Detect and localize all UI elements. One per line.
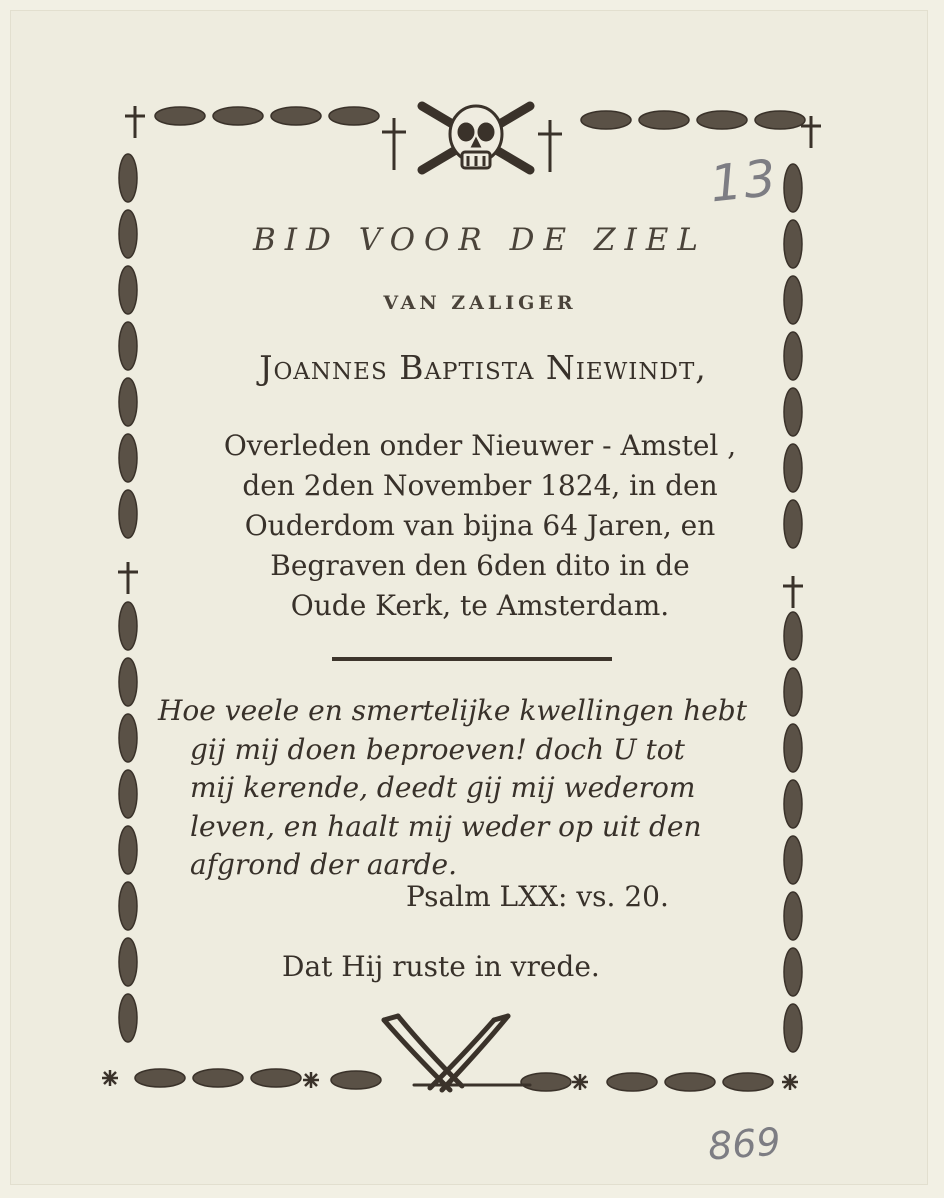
memorial-card [10, 10, 928, 1185]
handwritten-number-bottom: 869 [706, 1119, 782, 1169]
bead-ornament [119, 490, 137, 538]
closing-blessing: Dat Hij ruste in vrede. [282, 950, 600, 983]
bead-ornament [271, 107, 321, 125]
bead-ornament [119, 434, 137, 482]
bead-ornament [607, 1073, 657, 1091]
bead-ornament [119, 154, 137, 202]
bead-ornament [119, 826, 137, 874]
psalm-citation: Psalm LXX: vs. 20. [406, 880, 669, 913]
details-line: Begraven den 6den dito in de [270, 549, 690, 582]
bead-ornament [784, 892, 802, 940]
bead-ornament [119, 714, 137, 762]
bead-ornament [329, 107, 379, 125]
divider-rule [332, 657, 612, 661]
handwritten-number-top: 13 [707, 148, 781, 214]
bead-ornament [119, 938, 137, 986]
bead-ornament [119, 266, 137, 314]
verse-line: afgrond der aarde. [190, 848, 458, 881]
bead-ornament [119, 770, 137, 818]
cross-icon [538, 120, 562, 172]
verse-line: Hoe veele en smertelijke kwellingen hebt [158, 694, 747, 727]
bead-ornament [251, 1069, 301, 1087]
bead-ornament [119, 882, 137, 930]
star-ornament [303, 1072, 319, 1088]
bead-ornament [135, 1069, 185, 1087]
deceased-name: Joannes Baptista Niewindt, [259, 348, 707, 387]
bead-ornament [119, 602, 137, 650]
bead-ornament [581, 111, 631, 129]
crossed-scythes-icon [384, 1016, 530, 1090]
bead-ornament [697, 111, 747, 129]
bead-ornament [521, 1073, 571, 1091]
skull-crossbones-icon [422, 106, 530, 170]
details-line: Overleden onder Nieuwer - Amstel , [223, 429, 737, 462]
bead-ornament [784, 1004, 802, 1052]
verse-line: gij mij doen beproeven! doch U tot [190, 732, 685, 766]
verse-line: mij kerende, deedt gij mij wederom [190, 771, 696, 804]
details-line: Ouderdom van bijna 64 Jaren, en [244, 509, 716, 542]
verse-line: leven, en haalt mij weder op uit den [190, 809, 702, 843]
star-ornament [102, 1070, 118, 1086]
bead-ornament [119, 322, 137, 370]
death-details [170, 426, 790, 626]
bead-ornament [213, 107, 263, 125]
bead-ornament [119, 378, 137, 426]
details-line: den 2den November 1824, in den [242, 469, 718, 502]
bead-ornament [119, 658, 137, 706]
bead-ornament [331, 1071, 381, 1089]
bead-ornament [119, 994, 137, 1042]
bead-ornament [119, 210, 137, 258]
cross-icon [118, 562, 138, 594]
bead-ornament [723, 1073, 773, 1091]
scripture-verse [158, 692, 788, 885]
star-ornament [572, 1074, 588, 1090]
cross-icon [125, 106, 145, 138]
card-heading: BID VOOR DE ZIEL [253, 222, 707, 258]
cross-icon [382, 118, 406, 170]
bead-ornament [784, 164, 802, 212]
bead-ornament [784, 948, 802, 996]
details-line: Oude Kerk, te Amsterdam. [290, 589, 670, 622]
card-subheading: VAN ZALIGER [383, 292, 577, 314]
bead-ornament [155, 107, 205, 125]
bead-ornament [193, 1069, 243, 1087]
bead-ornament [665, 1073, 715, 1091]
star-ornament [782, 1074, 798, 1090]
bead-ornament [755, 111, 805, 129]
bead-ornament [639, 111, 689, 129]
